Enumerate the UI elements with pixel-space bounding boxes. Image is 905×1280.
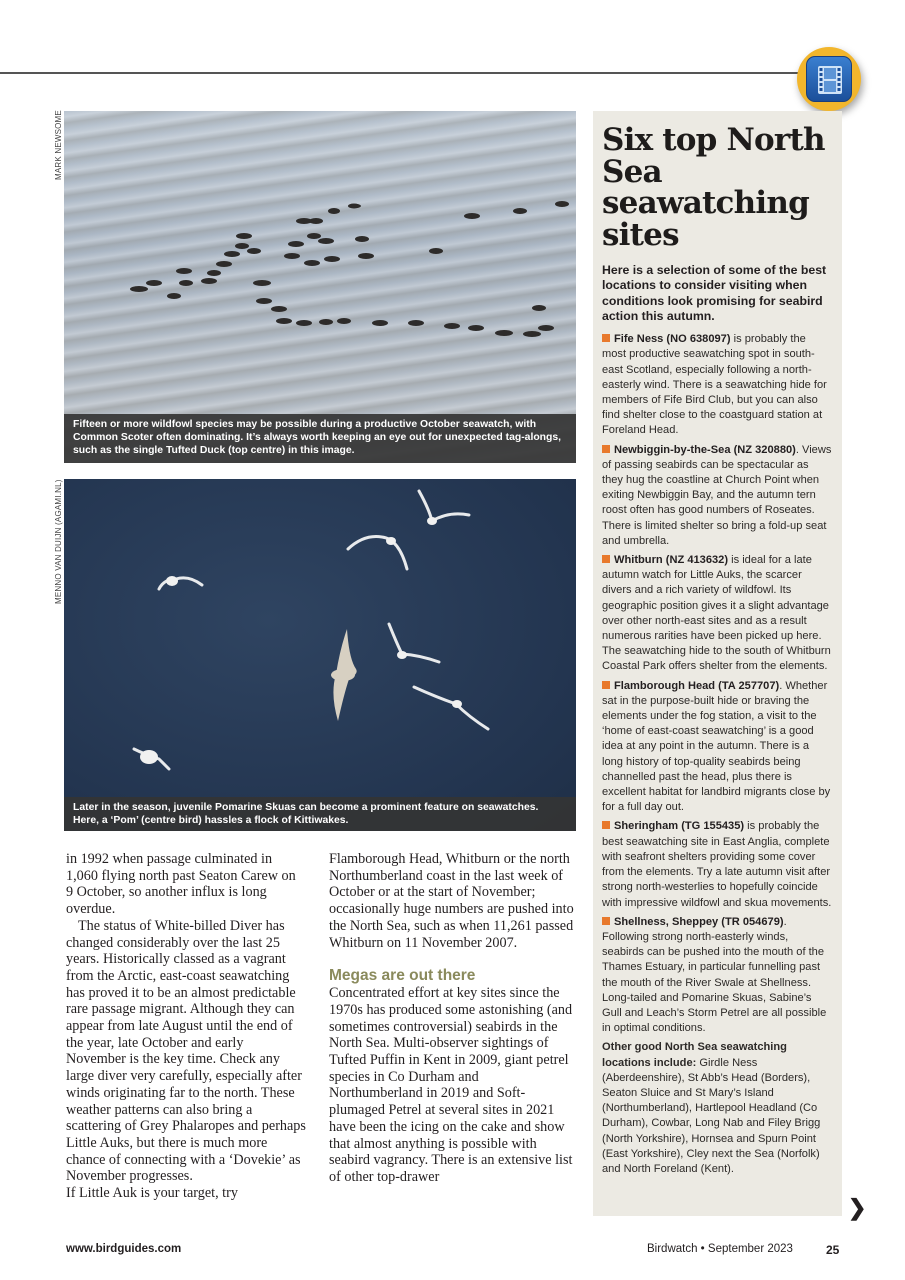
site-description: is probably the most productive seawatching spot in south-east Scotland, especially following a north-easterly wind. There is a seawatching hide for members of Fife Bird Club, but you can also find shelter close to the coastguard station at Foreland Head. (602, 333, 827, 437)
orange-square-bullet-icon (602, 555, 610, 563)
other-locations-text: Girdle Ness (Aberdeenshire), St Abb’s Head (Borders), Seaton Sluice and St Mary’s Island (Northumberland), Hartlepool Headland (Co Durham), Cowbar, Long Nab and Filey Brigg (North Yorkshire), Hornsea and Spurn Point (East Yorkshire), Cley next the Sea (Norfolk) and North Foreland (Kent). (602, 1056, 821, 1175)
next-page-arrow-icon[interactable]: ❯ (848, 1195, 867, 1220)
site-entry (602, 819, 832, 910)
section-subheading: Megas are out there (329, 967, 476, 985)
article-paragraph: The status of White-billed Diver has changed considerably over the last 25 years. Historically classed as a vagrant from the Arctic, east-coast seawatching has proved it to be an almost predictable rare passage migrant. Although they can appear from late August until the end of the year, late October and early November is the key time. Check any large diver very carefully, especially after winds originating far to the north. These weather patterns can also bring a scattering of Grey Phalaropes and perhaps Little Auks, but there is much more chance of connecting with a ‘Dovekie’ as November progresses. (66, 917, 306, 1185)
site-name: Sheringham (TG 155435) (614, 820, 745, 833)
site-name: Whitburn (NZ 413632) (614, 554, 729, 567)
photo-caption: Fifteen or more wildfowl species may be possible during a productive October seawatch, with Common Scoter often dominating. It’s always worth keeping an eye out for unexpected tag-alongs, such as the single Tufted Duck (top centre) in this image. (64, 414, 576, 463)
site-description: . Following strong north-easterly winds, seabirds can be pushed into the mouth of the Thames Estuary, in particular funnelling past the mouth of the River Swale at Shellness. Long-tailed and Pomarine Skuas, Sabine’s Gull and Leach’s Storm Petrel are all possible in optimal conditions. (602, 915, 827, 1035)
site-name: Flamborough Head (TA 257707) (614, 679, 780, 692)
site-entry (602, 915, 832, 1037)
orange-square-bullet-icon (602, 917, 610, 925)
article-paragraph: in 1992 when passage culminated in 1,060 flying north past Seaton Carew on 9 October, so another influx is long overdue. (66, 851, 296, 918)
orange-square-bullet-icon (602, 821, 610, 829)
sidebar-intro: Here is a selection of some of the best locations to consider visiting when conditions look promising for seabird action this autumn. (602, 263, 827, 323)
page-number: 25 (826, 1243, 840, 1257)
bird-flock-illustration (64, 111, 576, 411)
site-name: Fife Ness (NO 638097) (614, 333, 731, 346)
site-description: is probably the best seawatching site in East Anglia, complete with seafront shelters providing some cover from the elements. Try a late autumn visit after strong north-westerlies to hopefully coincide with impressive wildfowl and skua movements. (602, 820, 832, 909)
other-locations (602, 1040, 832, 1177)
article-column-1 (66, 851, 306, 1202)
photo-skua-kittiwakes (64, 479, 576, 831)
footer-website-link[interactable]: www.birdguides.com (66, 1243, 182, 1255)
photo-scoter-flock (64, 111, 576, 463)
site-entry (602, 553, 832, 675)
site-description: is ideal for a late autumn watch for Little Auks, the scarcer divers and a rich variety of wildfowl. Its geographic position gives it a slight advantage over other north-east sites and as a result numerous rarities have been picked up here. The seawatching hide to the south of Whitburn Coastal Park offers shelter from the elements. (602, 554, 831, 673)
video-badge[interactable] (797, 47, 861, 111)
article-column-2 (329, 851, 574, 1186)
photo-caption: Later in the season, juvenile Pomarine Skuas can become a prominent feature on seawatches. Here, a ‘Pom’ (centre bird) hassles a flock of Kittiwakes. (64, 797, 576, 831)
sidebar-box (593, 111, 842, 1216)
article-paragraph: Concentrated effort at key sites since the 1970s has produced some astonishing (and sometimes controversial) seabirds in the North Sea. Multi-observer sightings of Tufted Puffin in Kent in 2009, giant petrel species in Co Durham and Northumberland in 2019 and Soft-plumaged Petrel at several sites in 2021 have been the icing on the cake and show that almost anything is possible with seabird vagrancy. There is an extensive list of other top-drawer (329, 985, 573, 1185)
other-locations-label: Other good North Sea seawatching locations include: (602, 1041, 787, 1069)
site-entry (602, 443, 832, 549)
footer-magazine-issue: Birdwatch • September 2023 (647, 1243, 793, 1255)
photo-credit: MARK NEWSOME (54, 110, 63, 180)
orange-square-bullet-icon (602, 334, 610, 342)
site-description: . Views of passing seabirds can be spectacular as they hug the coastline at Church Point when exiting Newbiggin Bay, and the autumn tern roost often has good numbers of Roseates. There is limited shelter so bring a fold-up seat and umbrella. (602, 443, 832, 547)
orange-square-bullet-icon (602, 681, 610, 689)
article-paragraph: If Little Auk is your target, try (66, 1185, 238, 1202)
seabirds-illustration (64, 479, 576, 799)
site-entry (602, 679, 832, 816)
header-rule (0, 72, 805, 74)
sidebar-title: Six top North Sea seawatching sites (602, 122, 825, 253)
site-description: . Whether sat in the purpose-built hide or braving the elements under the fog station, a visit to the ‘home of east-coast seawatching’ is a good idea at any point in the autumn. There is a long history of top-quality seabirds being channelled past the head, plus there is excellent habitat for landbird migrants close by for a full day out. (602, 679, 831, 814)
site-name: Newbiggin-by-the-Sea (NZ 320880) (614, 443, 796, 456)
film-strip-icon (806, 56, 852, 102)
site-entry (602, 332, 832, 438)
photo-credit: MENNO VAN DUIJN (AGAMI.NL) (54, 479, 63, 604)
orange-square-bullet-icon (602, 445, 610, 453)
article-paragraph: Flamborough Head, Whitburn or the north Northumberland coast in the last week of October or at the start of November; occasionally huge numbers are pushed into the North Sea, such as when 11,261 passed Whitburn on 11 November 2007. (329, 851, 574, 951)
site-name: Shellness, Sheppey (TR 054679) (614, 915, 784, 928)
